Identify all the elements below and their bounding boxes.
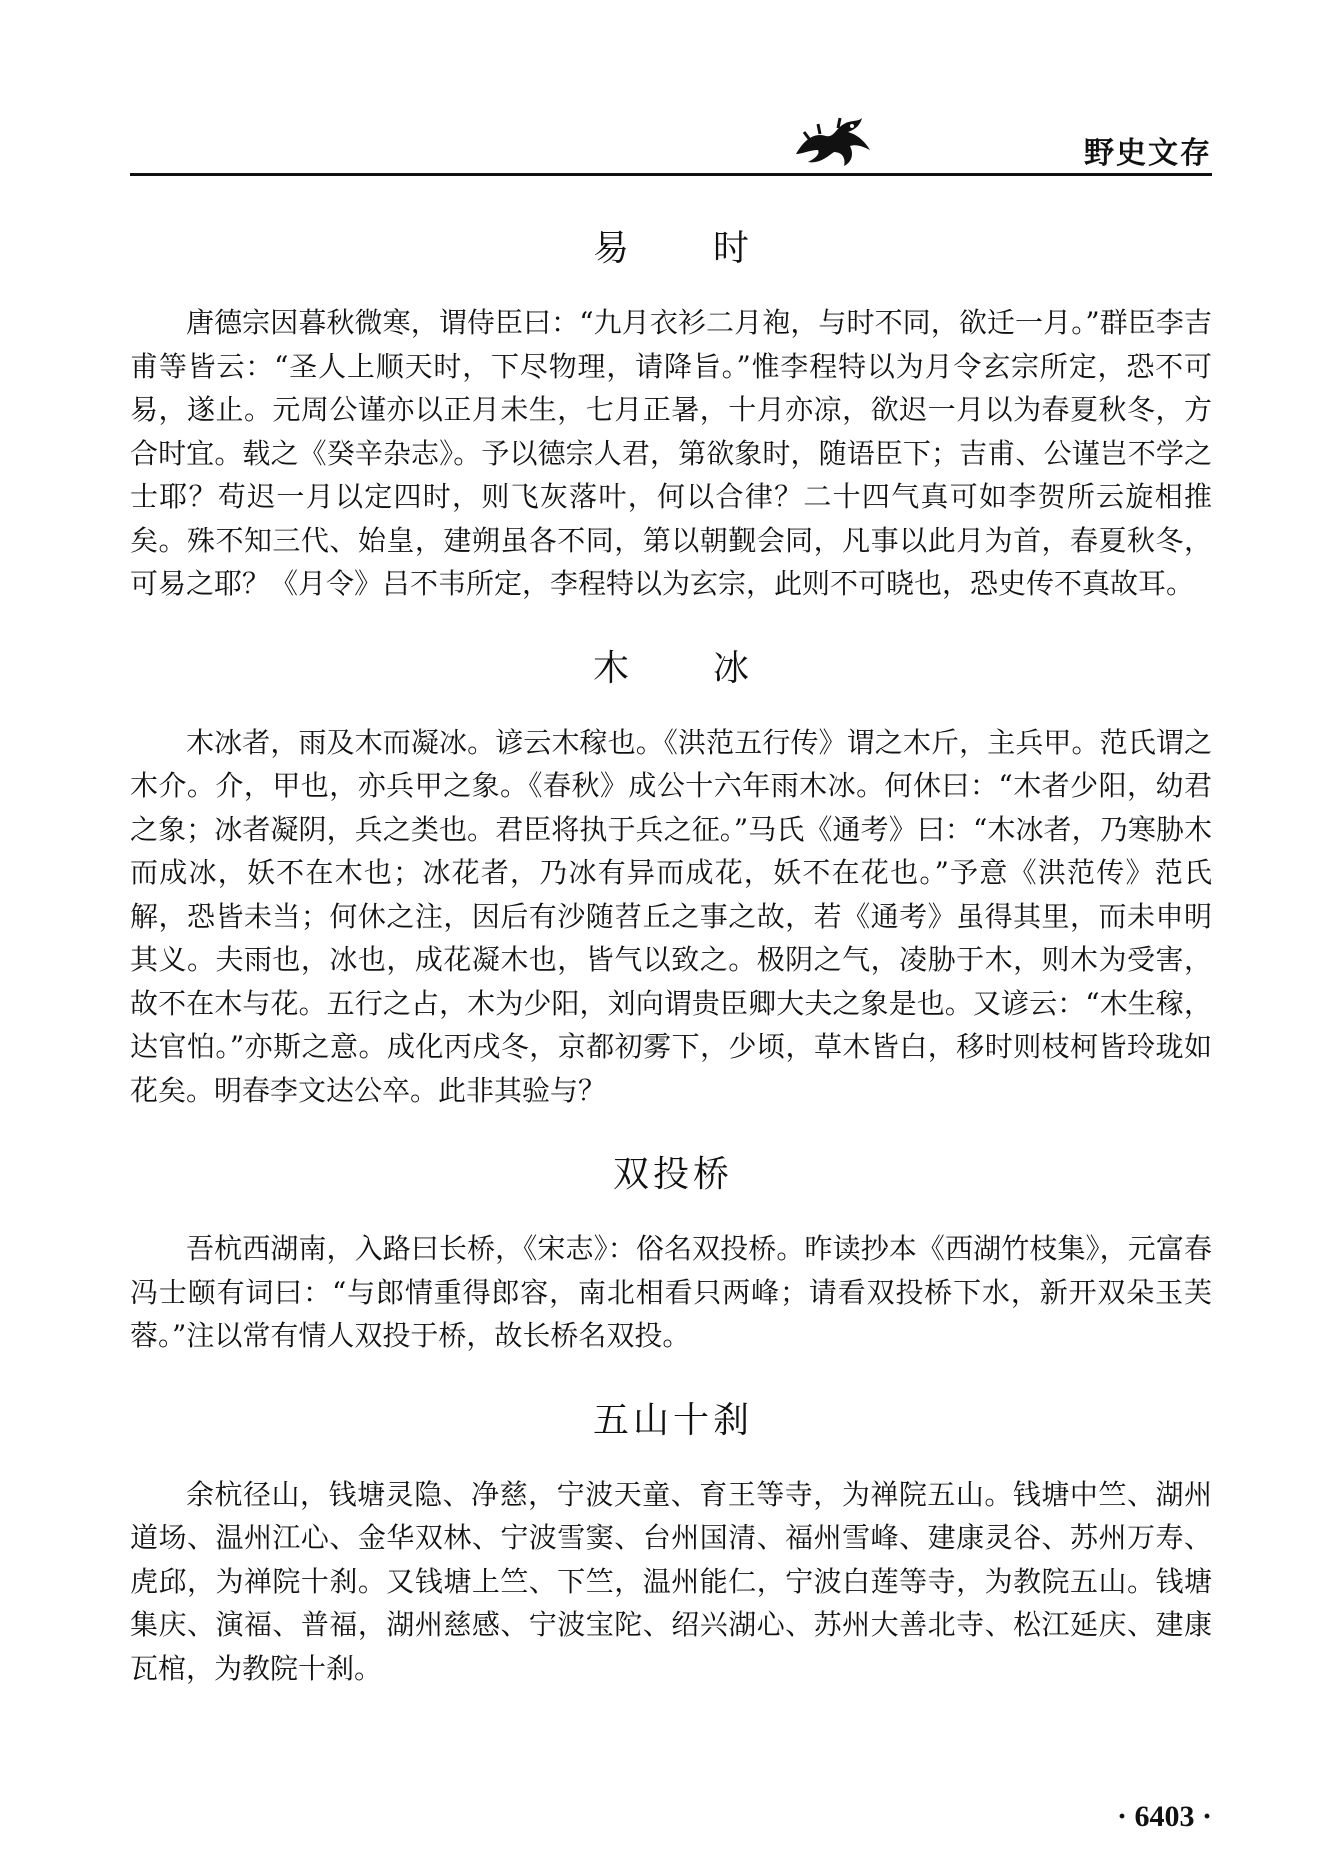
dragon-logo-icon — [790, 110, 880, 172]
book-title: 野史文存 — [1084, 136, 1212, 171]
section-title-shuangtouqiao: 双投桥 — [612, 1154, 733, 1195]
section-paragraph-wushanshicha: 余杭径山，钱塘灵隐、净慈，宁波天童、育王等寺，为禅院五山。钱塘中竺、湖州道场、温州江心、金华双林、宁波雪窦、台州国清、福州雪峰、建康灵谷、苏州万寿、虎邱，为禅院十刹。又钱塘上竺、下竺，温州能仁，宁波白莲等寺，为教院五山。钱塘集庆、演福、普福，湖州慈感、宁波宝陀、绍兴湖心、苏州大善北寺、松江延庆、建康瓦棺，为教院十刹。 — [130, 1477, 1212, 1685]
page-number: · 6403 · — [1116, 1800, 1212, 1833]
page-content — [130, 220, 1212, 1724]
section-paragraph-yishi: 唐德宗因暮秋微寒，谓侍臣曰：“九月衣衫二月袍，与时不同，欲迁一月。”群臣李吉甫等皆云：“圣人上顺天时，下尽物理，请降旨。”惟李程特以为月令玄宗所定，恐不可易，遂止。元周公谨亦以正月未生，七月正暑，十月亦凉，欲迟一月以为春夏秋冬，方合时宜。载之《癸辛杂志》。予以德宗人君，第欲象时，随语臣下；吉甫、公谨岂不学之士耶？苟迟一月以定四时，则飞灰落叶，何以合律？二十四气真可如李贺所云旋相推矣。殊不知三代、始皇，建朔虽各不同，第以朝觐会同，凡事以此月为首，春夏秋冬，可易之耶？《月令》吕不韦所定，李程特以为玄宗，此则不可晓也，恐史传不真故耳。 — [130, 306, 1212, 600]
section-title-wushanshicha: 五山十刹 — [592, 1399, 753, 1441]
section-paragraph-shuangtouqiao: 吾杭西湖南，入路曰长桥，《宋志》：俗名双投桥。昨读抄本《西湖竹枝集》，元富春冯士颐有词曰：“与郎情重得郎容，南北相看只两峰；请看双投桥下水，新开双朵玉芙蓉。”注以常有情人双投于桥，故长桥名双投。 — [130, 1232, 1212, 1352]
section-paragraph-mubing: 木冰者，雨及木而凝冰。谚云木稼也。《洪范五行传》谓之木斤，主兵甲。范氏谓之木介。介，甲也，亦兵甲之象。《春秋》成公十六年雨木冰。何休曰：“木者少阳，幼君之象；冰者凝阴，兵之类也。君臣将执于兵之征。”马氏《通考》曰：“木冰者，乃寒胁木而成冰，妖不在木也；冰花者，乃冰有异而成花，妖不在花也。”予意《洪范传》范氏解，恐皆未当；何休之注，因后有沙随苕丘之事之故，若《通考》虽得其里，而未申明其义。夫雨也，冰也，成花凝木也，皆气以致之。极阴之气，凌胁于木，则木为受害，故不在木与花。五行之占，木为少阳，刘向谓贵臣卿大夫之象是也。又谚云：“木生稼，达官怕。”亦斯之意。成化丙戌冬，京都初雾下，少顷，草木皆白，移时则枝柯皆玲珑如花矣。明春李文达公卒。此非其验与？ — [130, 725, 1212, 1107]
section-title-mubing: 木 冰 — [592, 647, 773, 689]
header-rule — [130, 173, 1212, 176]
section-title-yishi: 易 时 — [592, 228, 773, 269]
page-header — [130, 100, 1212, 176]
